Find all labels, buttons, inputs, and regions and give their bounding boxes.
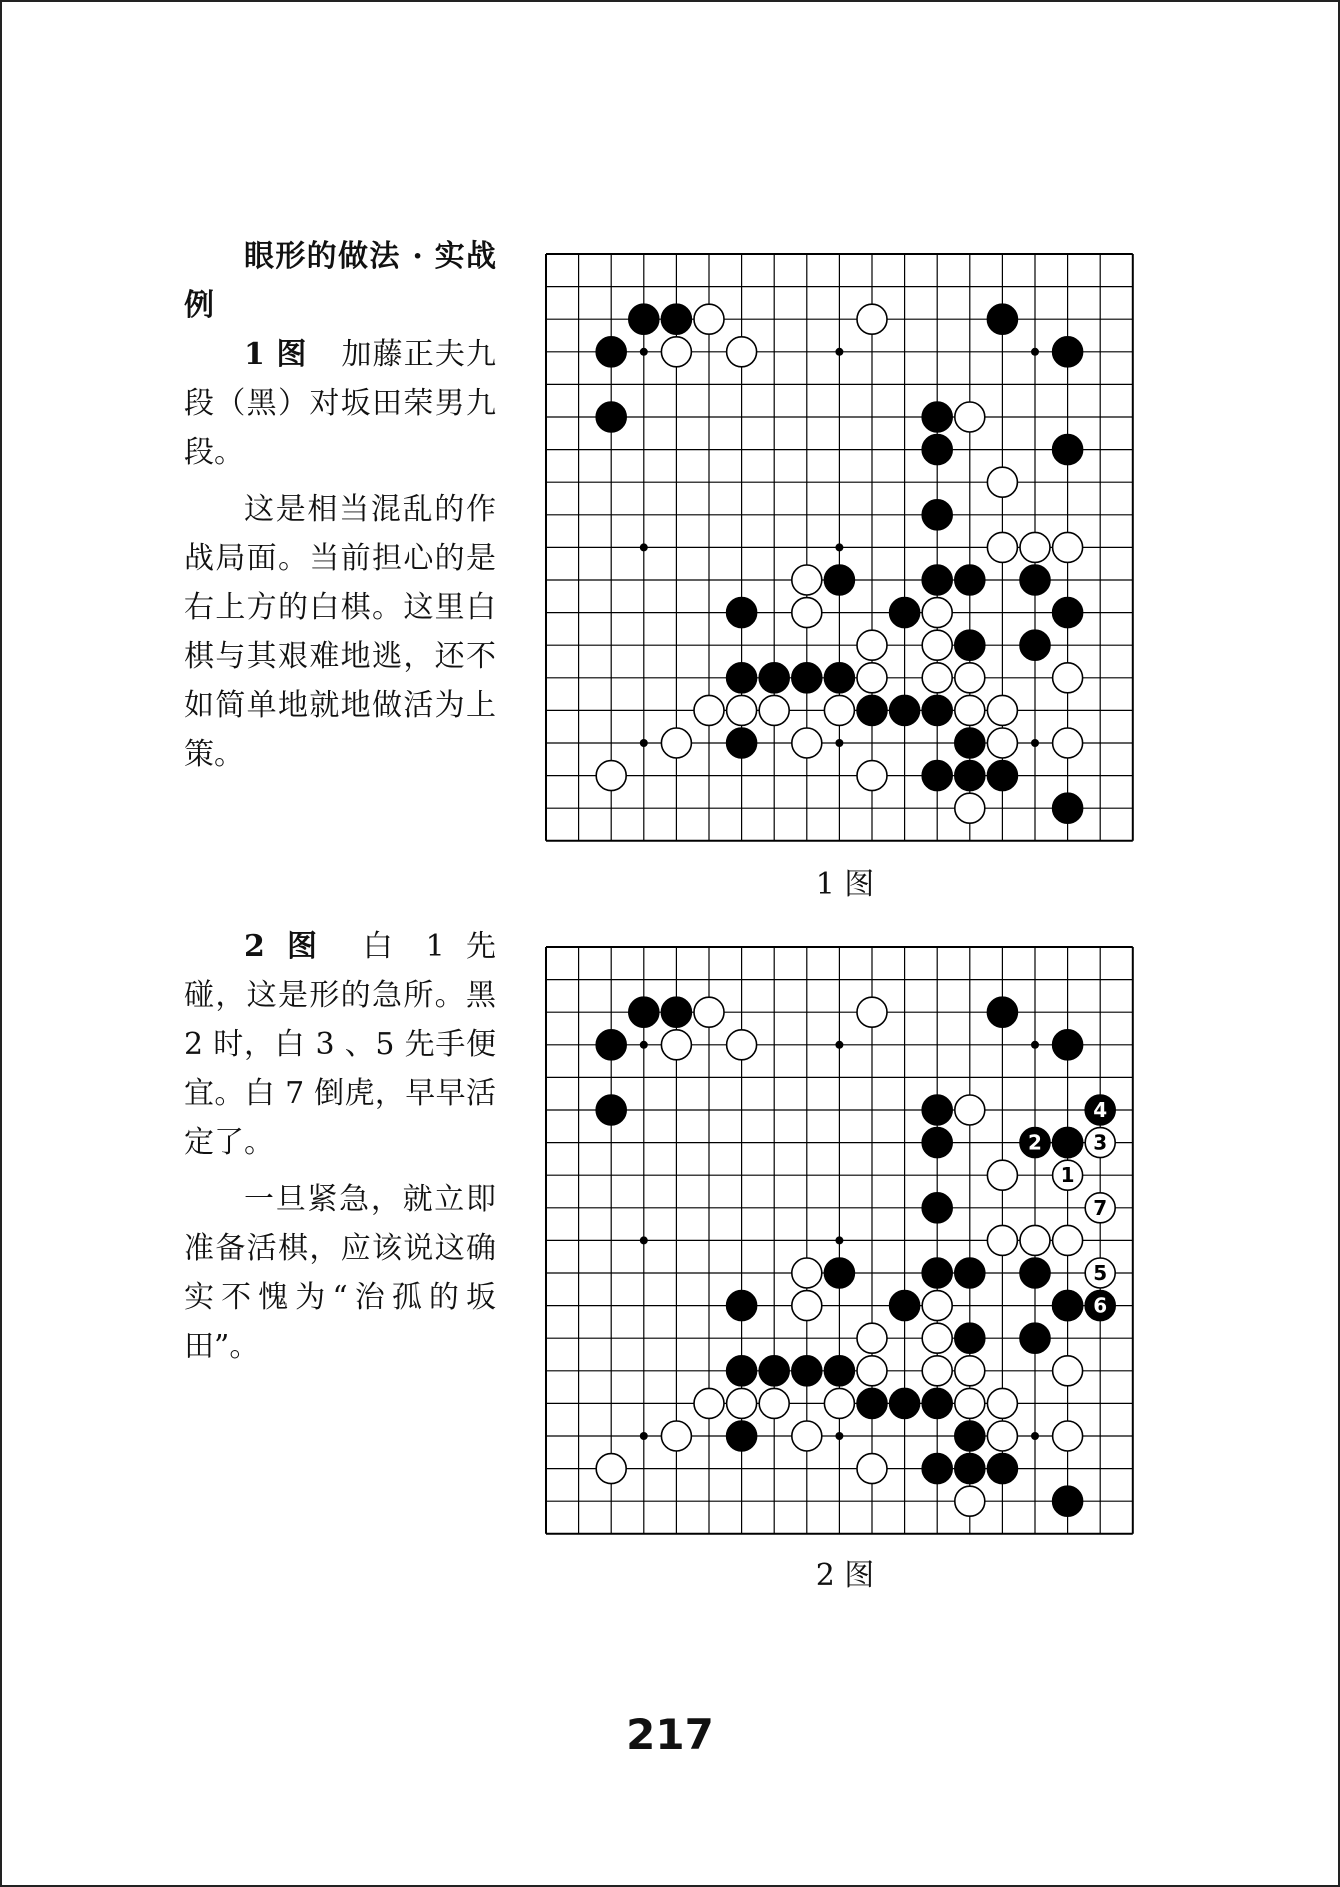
white-stone: [596, 1454, 626, 1484]
white-stone: [727, 337, 757, 367]
white-stone: [727, 1030, 757, 1060]
black-stone: [792, 663, 822, 693]
white-stone: [1053, 1160, 1083, 1190]
white-stone: [759, 695, 789, 725]
white-stone: [694, 695, 724, 725]
black-stone: [596, 1095, 626, 1125]
black-stone: [955, 1258, 985, 1288]
hoshi-point: [1031, 348, 1039, 356]
white-stone: [661, 337, 691, 367]
white-stone: [857, 1323, 887, 1353]
white-stone: [857, 997, 887, 1027]
white-stone: [694, 304, 724, 334]
go-board-figure1: [544, 252, 1135, 843]
white-stone: [955, 1388, 985, 1418]
black-stone: [1053, 435, 1083, 465]
hoshi-point: [640, 1432, 648, 1440]
white-stone: [922, 663, 952, 693]
white-stone: [955, 1486, 985, 1516]
black-stone: [987, 1454, 1017, 1484]
white-stone: [1053, 1356, 1083, 1386]
figure1-intro-text: 加藤正夫九段（黑）对坂田荣男九段。: [184, 337, 496, 470]
hoshi-point: [835, 1041, 843, 1049]
black-stone: [922, 1193, 952, 1223]
black-stone: [890, 598, 920, 628]
white-stone: [824, 1388, 854, 1418]
black-stone: [1085, 1095, 1115, 1125]
white-stone: [922, 630, 952, 660]
white-stone: [955, 1095, 985, 1125]
hoshi-point: [1031, 1041, 1039, 1049]
white-stone: [661, 1421, 691, 1451]
black-stone: [824, 565, 854, 595]
white-stone: [1053, 663, 1083, 693]
hoshi-point: [835, 1236, 843, 1244]
black-stone: [824, 663, 854, 693]
hoshi-point: [835, 348, 843, 356]
white-stone: [857, 1454, 887, 1484]
black-stone: [629, 997, 659, 1027]
black-stone: [922, 402, 952, 432]
white-stone: [727, 695, 757, 725]
white-stone: [596, 761, 626, 791]
white-stone: [792, 728, 822, 758]
page-number: 217: [626, 1710, 714, 1759]
hoshi-point: [640, 1236, 648, 1244]
white-stone: [857, 761, 887, 791]
black-stone: [1053, 1030, 1083, 1060]
black-stone: [857, 695, 887, 725]
black-stone: [922, 1258, 952, 1288]
text-column-1: [184, 232, 496, 779]
svg-text:4: 4: [1093, 1097, 1108, 1122]
white-stone: [1053, 728, 1083, 758]
white-stone: [987, 1160, 1017, 1190]
white-stone: [1053, 1421, 1083, 1451]
black-stone: [1053, 1486, 1083, 1516]
figure2-tag: 2 图: [244, 929, 329, 964]
board-svg: [544, 945, 1135, 1536]
black-stone: [759, 663, 789, 693]
white-stone: [955, 402, 985, 432]
white-stone: [987, 467, 1017, 497]
black-stone: [661, 997, 691, 1027]
white-stone: [987, 728, 1017, 758]
figure1-tag: 1 图: [244, 337, 308, 372]
black-stone: [1085, 1291, 1115, 1321]
black-stone: [955, 761, 985, 791]
figure1-intro: [184, 330, 496, 477]
black-stone: [1053, 337, 1083, 367]
black-stone: [890, 1291, 920, 1321]
black-stone: [727, 728, 757, 758]
white-stone: [792, 598, 822, 628]
black-stone: [955, 1454, 985, 1484]
board-svg: [544, 252, 1135, 843]
go-board-figure2: [544, 945, 1135, 1536]
black-stone: [759, 1356, 789, 1386]
white-stone: [857, 663, 887, 693]
text-column-2: [184, 922, 496, 1371]
black-stone: [824, 1258, 854, 1288]
black-stone: [955, 630, 985, 660]
white-stone: [955, 793, 985, 823]
hoshi-point: [640, 348, 648, 356]
black-stone: [1020, 630, 1050, 660]
figure2-intro-text: 白 1 先碰，这是形的急所。黑 2 时，白 3 、5 先手便宜。白 7 倒虎，早早活定了。: [184, 929, 496, 1160]
white-stone: [857, 304, 887, 334]
white-stone: [792, 1258, 822, 1288]
black-stone: [727, 1291, 757, 1321]
figure2-paragraph: 一旦紧急，就立即准备活棋，应该说这确实不愧为“治孤的坂田”。: [184, 1182, 496, 1364]
hoshi-point: [1031, 1432, 1039, 1440]
svg-text:3: 3: [1093, 1130, 1108, 1155]
svg-text:5: 5: [1093, 1260, 1108, 1285]
white-stone: [1053, 532, 1083, 562]
white-stone: [759, 1388, 789, 1418]
hoshi-point: [835, 739, 843, 747]
white-stone: [1020, 532, 1050, 562]
white-stone: [987, 532, 1017, 562]
black-stone: [922, 1128, 952, 1158]
black-stone: [955, 565, 985, 595]
white-stone: [1020, 1225, 1050, 1255]
white-stone: [1085, 1193, 1115, 1223]
white-stone: [792, 565, 822, 595]
white-stone: [955, 1356, 985, 1386]
section-heading: 眼形的做法 · 实战例: [184, 239, 496, 323]
white-stone: [694, 997, 724, 1027]
black-stone: [922, 1095, 952, 1125]
hoshi-point: [835, 1432, 843, 1440]
white-stone: [922, 1291, 952, 1321]
white-stone: [922, 598, 952, 628]
black-stone: [596, 337, 626, 367]
black-stone: [1053, 1291, 1083, 1321]
black-stone: [955, 1421, 985, 1451]
black-stone: [987, 304, 1017, 334]
hoshi-point: [835, 543, 843, 551]
hoshi-point: [640, 739, 648, 747]
black-stone: [727, 1421, 757, 1451]
figure1-paragraph: 这是相当混乱的作战局面。当前担心的是右上方的白棋。这里白棋与其艰难地逃，还不如简单地就地做活为上策。: [184, 492, 496, 772]
black-stone: [1020, 565, 1050, 595]
figure1-caption: 1 图: [815, 867, 875, 902]
white-stone: [857, 1356, 887, 1386]
white-stone: [727, 1388, 757, 1418]
white-stone: [824, 695, 854, 725]
black-stone: [922, 500, 952, 530]
white-stone: [792, 1421, 822, 1451]
black-stone: [922, 1454, 952, 1484]
svg-text:7: 7: [1093, 1195, 1108, 1220]
black-stone: [629, 304, 659, 334]
white-stone: [987, 1388, 1017, 1418]
white-stone: [792, 1291, 822, 1321]
black-stone: [922, 761, 952, 791]
black-stone: [922, 1388, 952, 1418]
white-stone: [661, 728, 691, 758]
hoshi-point: [1031, 739, 1039, 747]
black-stone: [1020, 1258, 1050, 1288]
hoshi-point: [640, 543, 648, 551]
white-stone: [987, 1225, 1017, 1255]
black-stone: [1053, 793, 1083, 823]
white-stone: [955, 695, 985, 725]
white-stone: [694, 1388, 724, 1418]
white-stone: [1053, 1225, 1083, 1255]
white-stone: [955, 663, 985, 693]
black-stone: [922, 695, 952, 725]
white-stone: [857, 630, 887, 660]
black-stone: [727, 1356, 757, 1386]
black-stone: [890, 1388, 920, 1418]
black-stone: [890, 695, 920, 725]
black-stone: [1053, 1128, 1083, 1158]
black-stone: [1053, 598, 1083, 628]
black-stone: [1020, 1323, 1050, 1353]
black-stone: [987, 997, 1017, 1027]
black-stone: [661, 304, 691, 334]
black-stone: [596, 402, 626, 432]
black-stone: [727, 663, 757, 693]
hoshi-point: [640, 1041, 648, 1049]
black-stone: [955, 1323, 985, 1353]
white-stone: [1085, 1128, 1115, 1158]
black-stone: [857, 1388, 887, 1418]
white-stone: [922, 1356, 952, 1386]
black-stone: [955, 728, 985, 758]
white-stone: [987, 1421, 1017, 1451]
black-stone: [596, 1030, 626, 1060]
white-stone: [1085, 1258, 1115, 1288]
black-stone: [922, 565, 952, 595]
white-stone: [661, 1030, 691, 1060]
black-stone: [987, 761, 1017, 791]
black-stone: [792, 1356, 822, 1386]
black-stone: [922, 435, 952, 465]
white-stone: [987, 695, 1017, 725]
svg-text:2: 2: [1028, 1130, 1042, 1155]
svg-text:1: 1: [1060, 1163, 1075, 1188]
white-stone: [922, 1323, 952, 1353]
black-stone: [824, 1356, 854, 1386]
black-stone: [727, 598, 757, 628]
figure2-caption: 2 图: [815, 1558, 875, 1593]
black-stone: [1020, 1128, 1050, 1158]
svg-text:6: 6: [1093, 1293, 1108, 1318]
figure2-intro: [184, 922, 496, 1167]
